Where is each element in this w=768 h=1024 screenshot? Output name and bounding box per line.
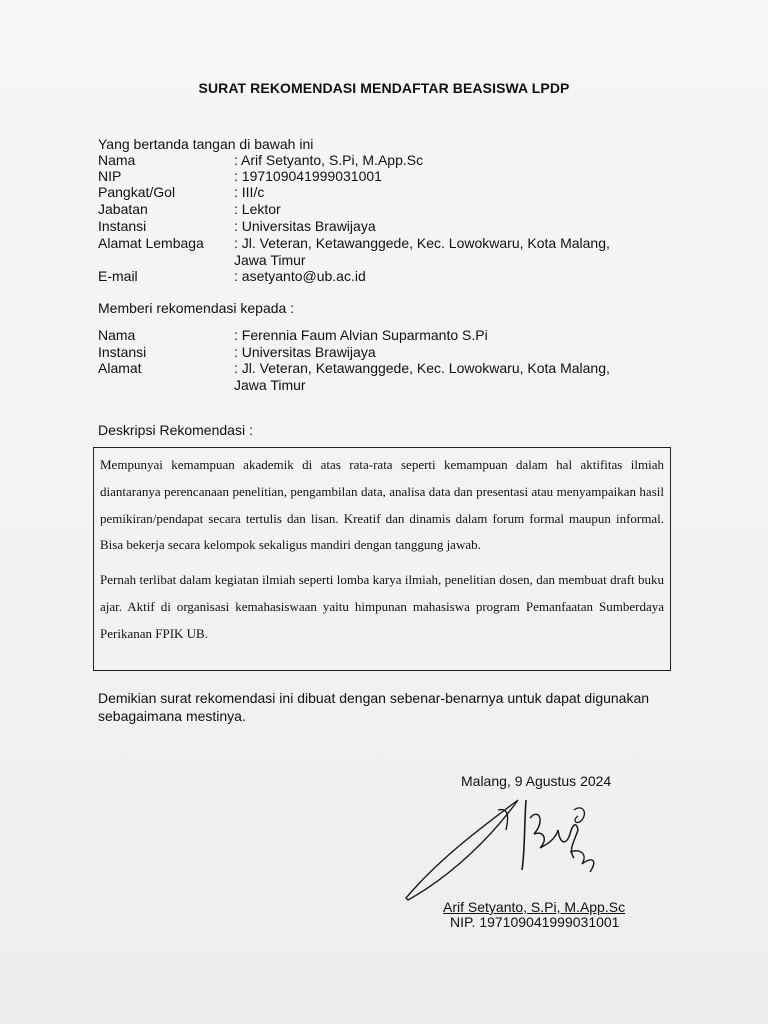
field-value: : Lektor: [234, 201, 281, 217]
field-label: NIP: [98, 168, 122, 184]
field-value: : Jl. Veteran, Ketawanggede, Kec. Lowokwaru, Kota Malang,: [234, 360, 610, 376]
field-label: Nama: [98, 327, 136, 343]
field-label: Alamat: [98, 360, 142, 376]
description-paragraph: Mempunyai kemampuan akademik di atas rata-rata seperti kemampuan dalam hal aktifitas ilmiah diantaranya perencanaan penelitian, pengambilan data, analisa data dan presentasi atau menyampaikan hasil pemikiran/pendapat secara tertulis dan lisan. Kreatif dan dinamis dalam forum formal maupun informal. Bisa bekerja secara kelompok sekaligus mandiri dengan tanggung jawab.: [100, 457, 664, 553]
field-label: Nama: [98, 152, 136, 168]
field-label: Instansi: [98, 344, 147, 360]
field-value: : III/c: [234, 184, 265, 200]
field-label: Pangkat/Gol: [98, 184, 176, 200]
field-value: : Universitas Brawijaya: [234, 344, 376, 360]
field-value: : Universitas Brawijaya: [234, 218, 376, 234]
field-label: Jabatan: [98, 201, 148, 217]
field-label: Instansi: [98, 218, 147, 234]
description-box: [93, 447, 671, 671]
field-value: : Jl. Veteran, Ketawanggede, Kec. Lowokwaru, Kota Malang,: [234, 235, 610, 251]
signer-intro: Yang bertanda tangan di bawah ini: [98, 136, 314, 152]
description-label: Deskripsi Rekomendasi :: [98, 422, 253, 438]
field-value: Jawa Timur: [234, 377, 306, 393]
signer-name: Arif Setyanto, S.Pi, M.App.Sc: [443, 899, 626, 915]
field-value: : asetyanto@ub.ac.id: [234, 268, 366, 284]
field-value: : Arif Setyanto, S.Pi, M.App.Sc: [234, 152, 424, 168]
place-date: Malang, 9 Agustus 2024: [461, 773, 612, 789]
signature-image: [398, 790, 608, 910]
field-label: E-mail: [98, 268, 138, 284]
field-value: : 197109041999031001: [234, 168, 382, 184]
recipient-intro: Memberi rekomendasi kepada :: [98, 300, 295, 316]
field-value: : Ferennia Faum Alvian Suparmanto S.Pi: [234, 327, 488, 343]
field-value: Jawa Timur: [234, 252, 306, 268]
description-paragraph: Pernah terlibat dalam kegiatan ilmiah seperti lomba karya ilmiah, penelitian dosen, dan membuat draft buku ajar. Aktif di organisasi kemahasiswaan yaitu himpunan mahasiswa program Pemanfaatan Sumberdaya Perikanan FPIK UB.: [100, 572, 664, 641]
signer-nip: NIP. 197109041999031001: [450, 914, 620, 930]
field-label: Alamat Lembaga: [98, 235, 204, 251]
closing-statement: Demikian surat rekomendasi ini dibuat dengan sebenar-benarnya untuk dapat digunakan sebagaimana mestinya.: [98, 690, 650, 724]
letter-title: SURAT REKOMENDASI MENDAFTAR BEASISWA LPDP: [198, 80, 570, 96]
